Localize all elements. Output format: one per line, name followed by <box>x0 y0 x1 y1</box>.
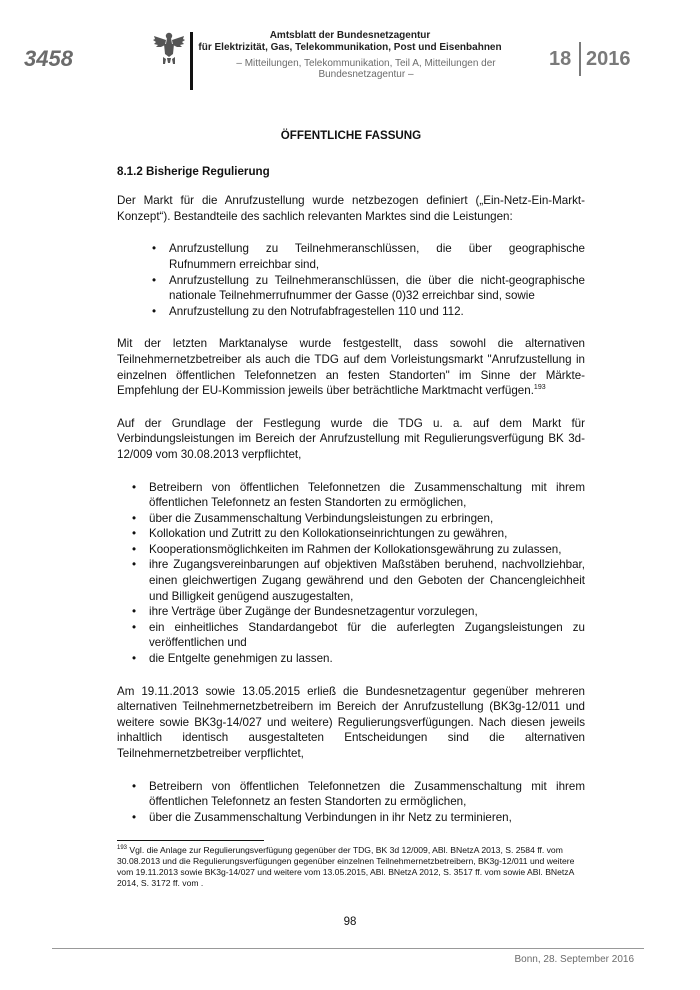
document-title: ÖFFENTLICHE FASSUNG <box>280 129 422 142</box>
list-item: • über die Zusammenschaltung Verbindungsleistungen zu erbringen, <box>149 511 585 527</box>
list-item: • ihre Verträge über Zugänge der Bundesnetzagentur vorzulegen, <box>149 604 585 620</box>
paragraph-1: Der Markt für die Anrufzustellung wurde netzbezogen definiert („Ein-Netz-Ein-Markt-Konzept“). Bestandteile des sachlich relevanten Marktes sind die Leistungen: <box>117 194 585 223</box>
footnote-separator <box>117 840 264 841</box>
publication-title: Amtsblatt der Bundesnetzagentur für Elektrizität, Gas, Telekommunikation, Post und Eisenbahnen <box>198 30 502 53</box>
list-item: • Kooperationsmöglichkeiten im Rahmen der Kollokationsgewährung zu zulassen, <box>149 542 585 558</box>
list-item: • über die Zusammenschaltung Verbindungen in ihr Netz zu terminieren, <box>149 810 585 826</box>
list-item: • Kollokation und Zutritt zu den Kollokationseinrichtungen zu gewähren, <box>149 526 585 542</box>
federal-eagle-icon <box>152 30 186 66</box>
footnote-193 <box>117 845 587 889</box>
issue-number: 18 <box>549 48 572 70</box>
paragraph-2: Mit der letzten Marktanalyse wurde festgestellt, dass sowohl die alternativen Teilnehmernetzbetreiber als auch die TDG auf dem Vorleistungsmarkt "Anrufzustellung in einzelnen öffentlichen Telefonnetzen an festen Standorten" im Sinne der Märkte-Empfehlung der EU-Kommission jeweils über beträchtliche Marktmacht verfügen.$^{193}$ <box>117 337 585 398</box>
header-divider <box>190 32 193 90</box>
list-item: • ihre Zugangsvereinbarungen auf objektiven Maßstäben beruhend, nachvollziehbar, einen gleichwertigen Zugang gewährend und den Geboten der Chancengleichheit und Billigkeit genügend auszugestalten, <box>149 557 585 604</box>
list-item: • Betreibern von öffentlichen Telefonnetzen die Zusammenschaltung mit ihrem öffentlichen Telefonnetz an festen Standorten zu ermöglichen, <box>149 779 585 810</box>
document-page-number: 98 <box>343 916 357 928</box>
issue-divider <box>579 42 581 76</box>
page-header <box>0 0 700 100</box>
document-body <box>117 128 585 842</box>
list-item: • Anrufzustellung zu Teilnehmeranschlüssen, die über die nicht-geographische nationale Teilnehmerrufnummer der Gasse (0)32 erreichbar sind, sowie <box>169 273 585 304</box>
paragraph-4: Am 19.11.2013 sowie 13.05.2015 erließ die Bundesnetzagentur gegenüber mehreren alternativen Teilnehmernetzbetreibern im Bereich der Anrufzustellung (BK3g-12/011 und weitere sowie BK3g-14/027 und weitere) Regulierungsverfügungen. Nach diesen jeweils inhaltlich identisch ausgestalteten Entscheidungen sind die alternativen Teilnehmernetzbetreiber verpflichtet, <box>117 684 585 760</box>
footnote-reference[interactable]: 193 <box>533 384 546 392</box>
publication-subtitle: – Mitteilungen, Telekommunikation, Teil A, Mitteilungen der Bundesnetzagentur – <box>236 58 496 80</box>
page-number: 3458 <box>24 46 73 71</box>
list-item: • die Entgelte genehmigen zu lassen. <box>149 651 585 667</box>
list-item: • Anrufzustellung zu den Notrufabfragestellen 110 und 112. <box>169 304 585 320</box>
market-services-list <box>117 241 585 319</box>
tdg-obligations-list <box>117 480 585 667</box>
list-item: • ein einheitliches Standardangebot für die auferlegten Zugangsleistungen zu veröffentlichen und <box>149 620 585 651</box>
alt-operator-obligations-list <box>117 779 585 826</box>
paragraph-3: Auf der Grundlage der Festlegung wurde die TDG u. a. auf dem Markt für Verbindungsleistungen im Bereich der Anrufzustellung mit Regulierungsverfügung BK 3d-12/009 vom 30.08.2013 verpflichtet, <box>117 416 585 461</box>
footnote-text: Vgl. die Anlage zur Regulierungsverfügung gegenüber der TDG, BK 3d 12/009, ABl. BNetzA 2013, S. 2584 ff. vom 30.08.2013 und die Regulierungsverfügungen gegenüber einzelnen Teilnehmernetzbetreibern, BK3g-12/011 und weitere vom 19.11.2013 sowie BK3g-14/027 und weitere vom 13.05.2015, ABl. BNetzA 2012, S. 3517 ff. vom sowie ABl. BNetzA 2014, S. 3172 ff. vom . <box>117 845 575 888</box>
list-item: • Betreibern von öffentlichen Telefonnetzen die Zusammenschaltung mit ihrem öffentlichen Telefonnetz an festen Standorten zu ermöglichen, <box>149 480 585 511</box>
footer-date: Bonn, 28. September 2016 <box>514 954 634 965</box>
section-heading: 8.1.2 Bisherige Regulierung <box>117 164 270 178</box>
footer-divider <box>52 948 644 949</box>
footnote-number: 193 <box>117 845 128 852</box>
issue-year: 2016 <box>586 48 631 70</box>
list-item: • Anrufzustellung zu Teilnehmeranschlüssen, die über geographische Rufnummern erreichbar sind, <box>169 241 585 272</box>
